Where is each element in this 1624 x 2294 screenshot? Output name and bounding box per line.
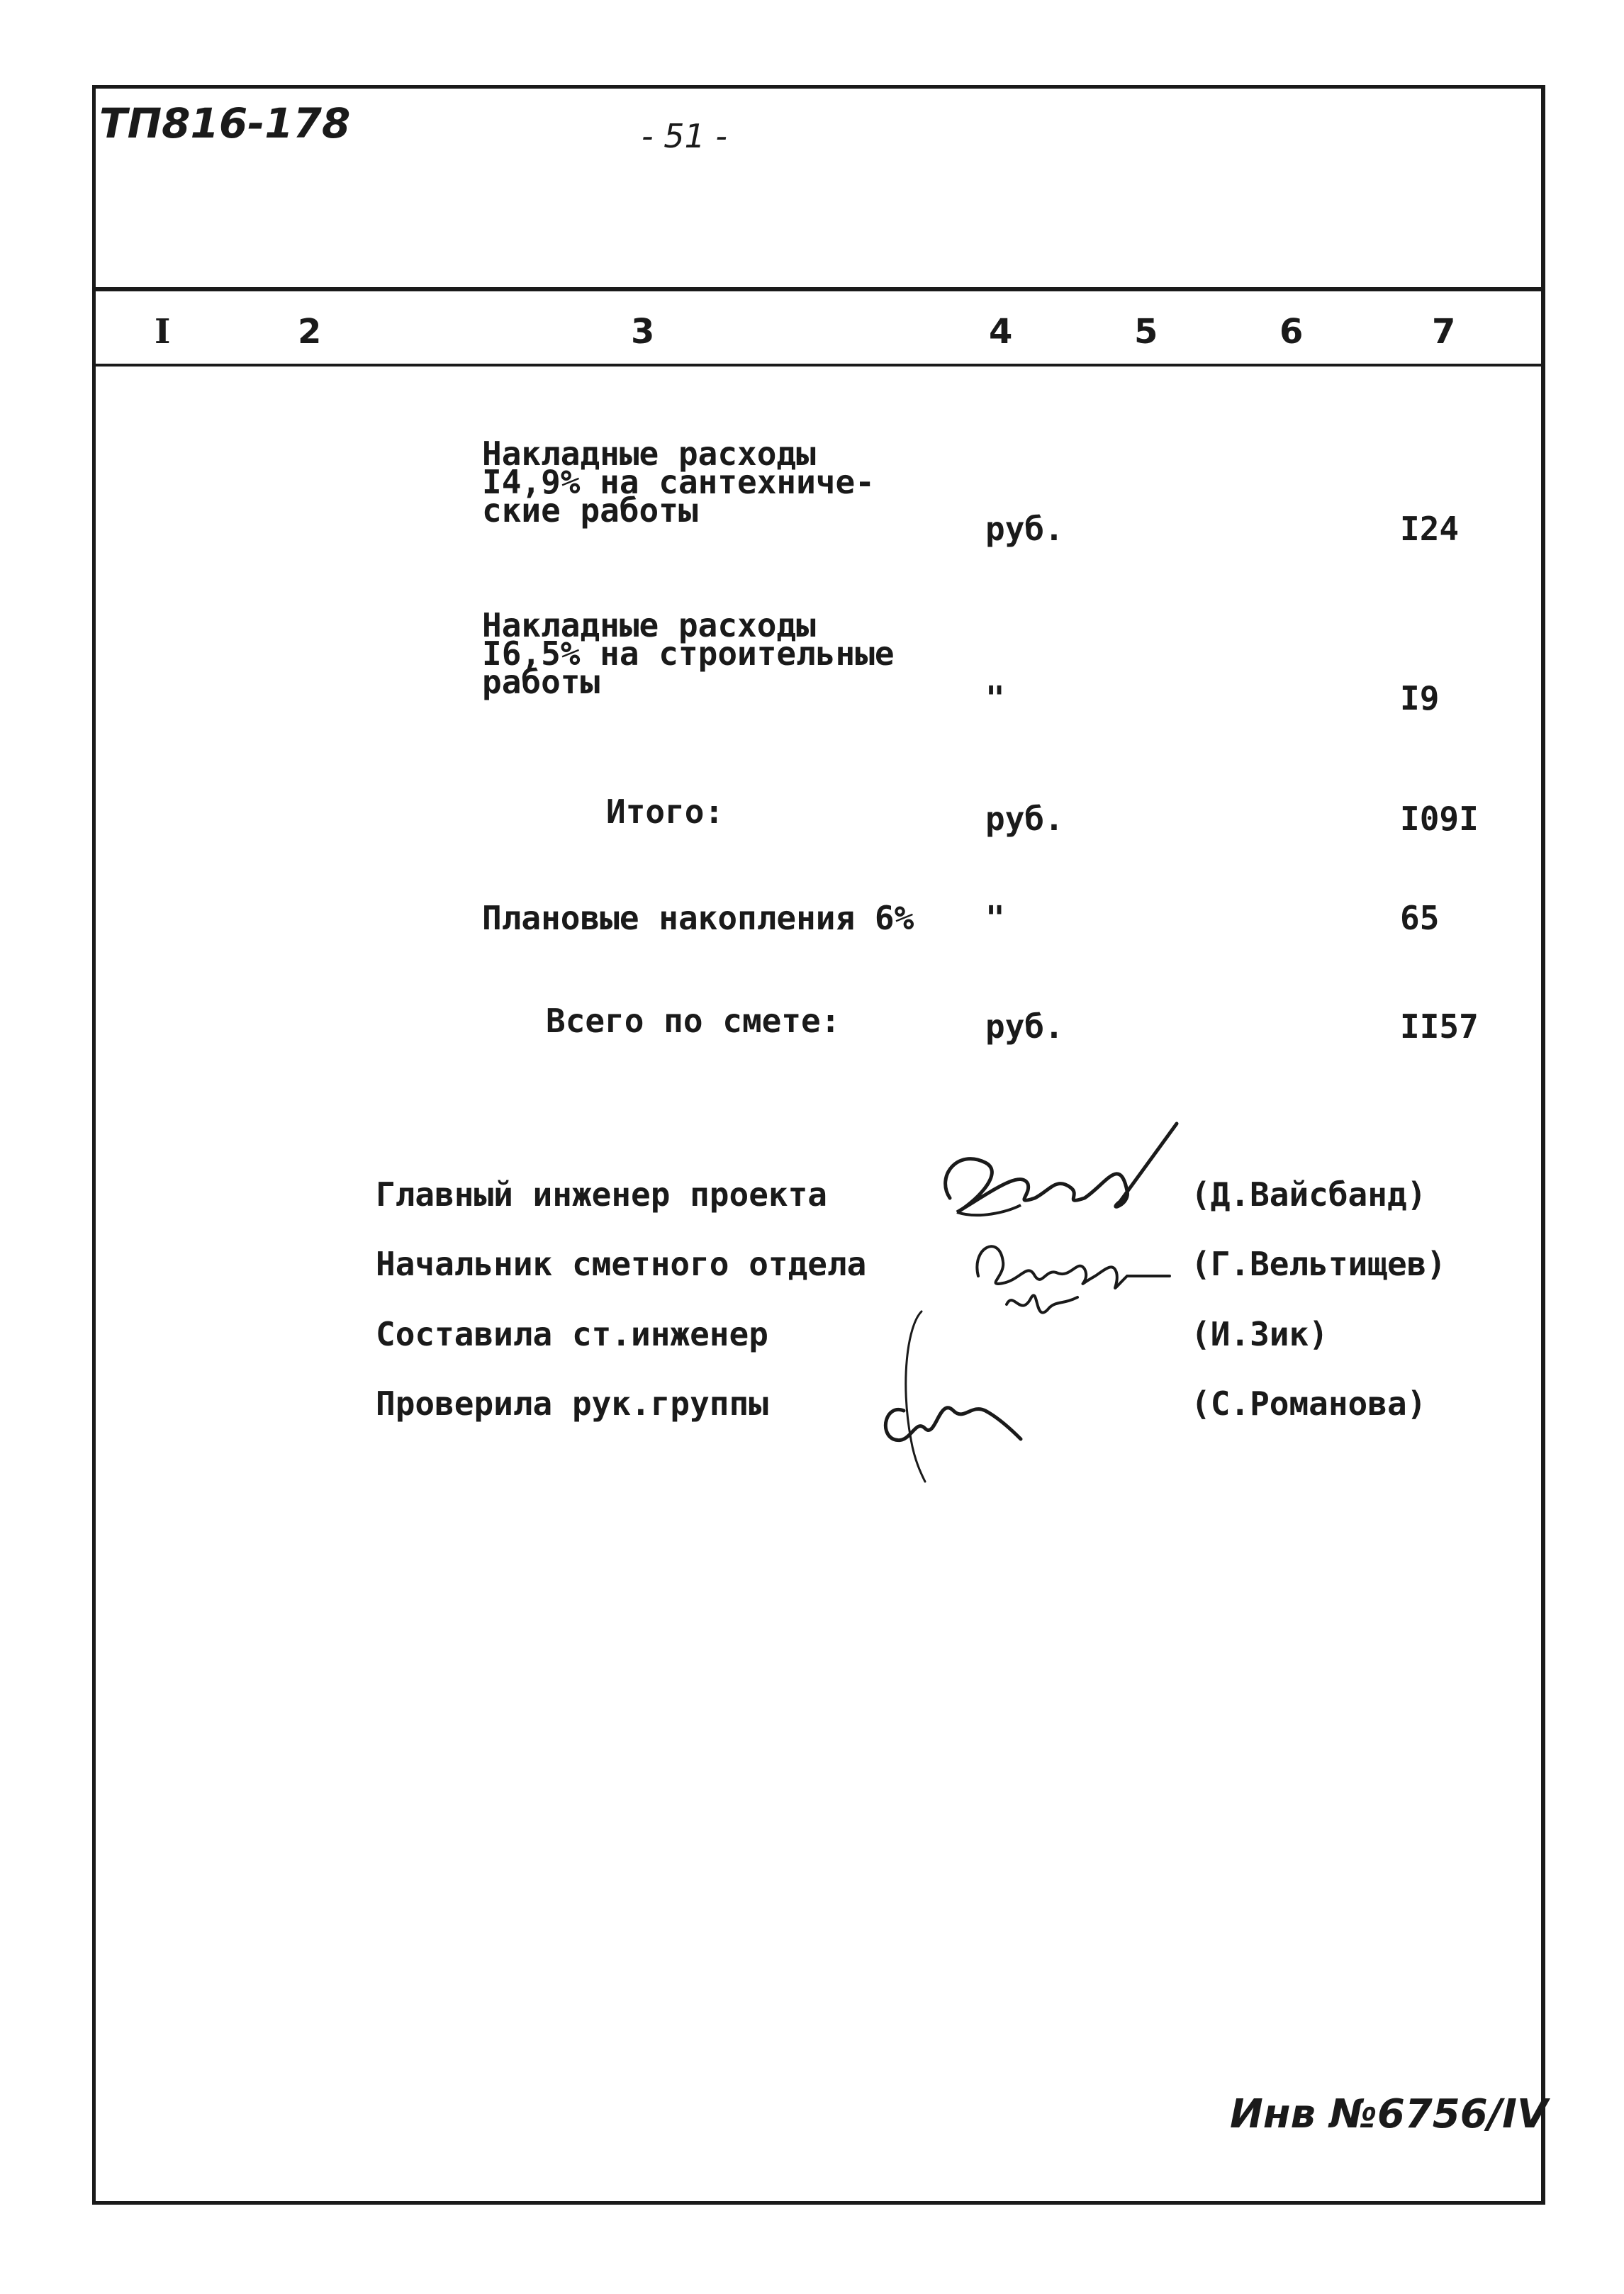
row-description: Итого: [606,793,724,831]
row-value: II57 [1400,1007,1479,1046]
row-unit: " [985,899,1005,937]
row-unit: " [985,679,1005,717]
signature-role: Составила ст.инженер [376,1315,768,1353]
row-description: Всего по смете: [546,1002,841,1040]
column-number-3: 3 [631,312,655,352]
column-number-6: 6 [1279,312,1304,352]
row-unit: руб. [985,1007,1064,1046]
signature-name: (Д.Вайсбанд) [1191,1175,1427,1214]
page-number: - 51 - [642,117,727,155]
signature-name: (Г.Вельтищев) [1191,1245,1447,1283]
signature-name: (И.Зик) [1191,1315,1328,1353]
page-frame [92,85,1548,2205]
row-value: I24 [1400,510,1460,548]
signature-role: Проверила рук.группы [376,1384,768,1423]
column-number-4: 4 [989,312,1013,352]
column-number-7: 7 [1432,312,1456,352]
row-description: Накладные расходы I6,5% на строительные работы [482,606,895,701]
header-bottom-rule [92,364,1545,367]
row-value: 65 [1400,899,1440,937]
handwritten-signature-3 [872,1297,1056,1489]
row-description: Накладные расходы I4,9% на сантехниче- ские работы [482,435,875,530]
signature-role: Начальник сметного отдела [376,1245,867,1283]
row-value: I09I [1400,800,1479,838]
row-value: I9 [1400,679,1440,717]
signature-name: (С.Романова) [1191,1384,1427,1423]
signature-role: Главный инженер проекта [376,1175,827,1214]
row-description: Плановые накопления 6% [482,899,914,937]
row-unit: руб. [985,510,1064,548]
document-code: ТП816-178 [99,99,351,147]
inventory-number: Инв №6756/IV [1230,2091,1548,2137]
column-number-1: I [155,312,171,352]
column-number-5: 5 [1134,312,1158,352]
header-top-rule [92,287,1545,291]
row-unit: руб. [985,800,1064,838]
column-number-2: 2 [298,312,322,352]
